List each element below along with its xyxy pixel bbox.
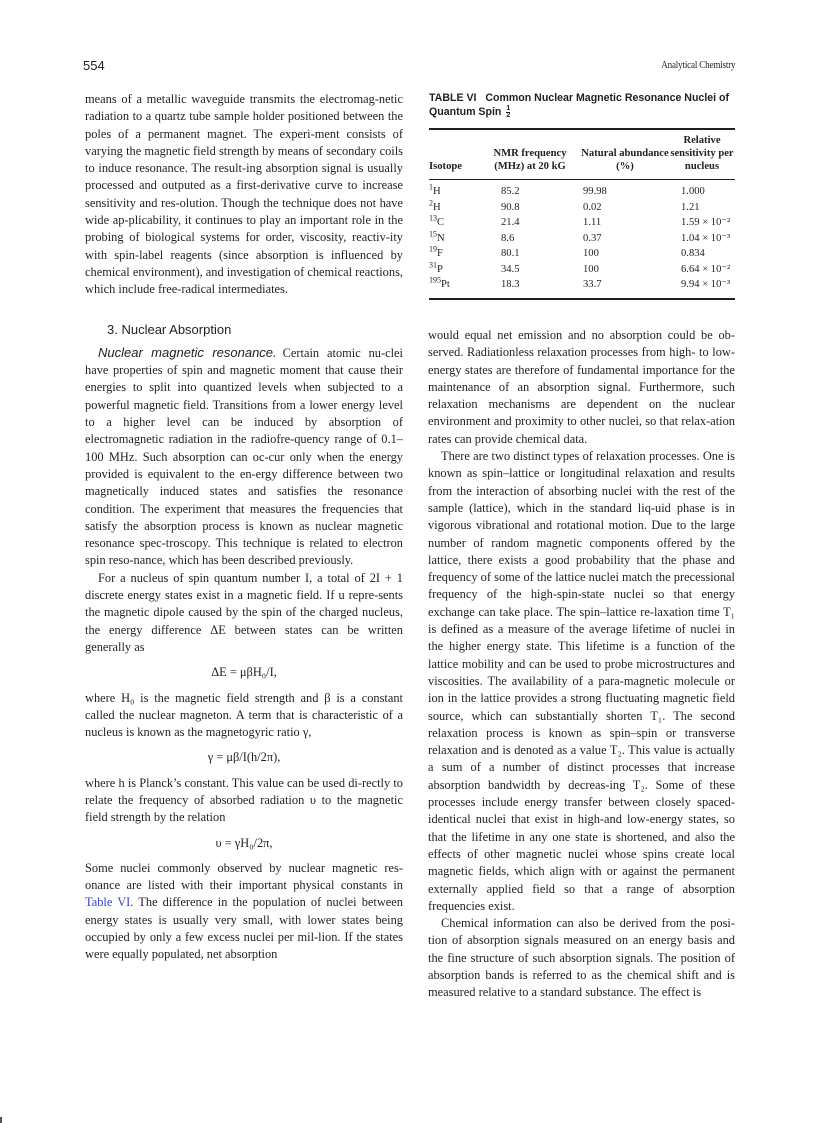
frequency-cell: 34.5 [501, 263, 520, 275]
sensitivity-cell: 1.21 [681, 201, 700, 213]
abundance-cell: 0.02 [583, 201, 602, 213]
column-header-isotope: Isotope [429, 129, 479, 180]
left-column [85, 91, 403, 964]
sensitivity-cell: 9.94 × 10⁻³ [681, 279, 731, 290]
paragraph [85, 344, 403, 570]
table-row [429, 246, 735, 262]
paragraph: where H₀ is the magnetic field strength and β is a constant called the nuclear magneton. A term that is characteristic of a nucleus is known as the magnetogyric ratio γ, [85, 690, 403, 740]
scan-edge-mark [0, 1117, 2, 1123]
table-vi-link[interactable]: Table VI [85, 895, 131, 910]
isotope-cell: $^{15}$N [429, 228, 445, 244]
frequency-cell: 18.3 [501, 279, 520, 290]
abundance-cell: 99.98 [583, 186, 607, 197]
column-header-sensitivity: Relative sensitivity per nucleus [669, 129, 735, 180]
paragraph: means of a metallic waveguide transmits the electromag-netic radiation to a quartz tube sample holder positioned between the poles of a permanent magnet. The experi-ment consists of varying the magnetic field strength by means of secondary coils to induce resonance. The result-ing absorption signal is usually processed and outputed as a first-derivative curve to increase sensitivity and res-olution. Though the technique does not have wide ap-plicability, it continues to play an important role in the probing of biological systems for order, viscosity, reactiv-ity with spin-label reagents (since absorption is influenced by chemical environment), and investigation of chemical reactions, which include free-radical intermediates. [85, 92, 403, 297]
equation-frequency: υ = γH₀/2π, [215, 835, 273, 850]
paragraph: Chemical information can also be derived from the posi-tion of absorption signals measured on an energy basis and the fine structure of such absorption signals. The position of absorption bands is referred to as the chemical shift and is measured relative to a standard substance. The effect is [428, 916, 735, 1000]
fraction-denominator: 2 [506, 111, 511, 119]
frequency-cell: 8.6 [501, 232, 515, 244]
journal-title: Analytical Chemistry [660, 59, 735, 71]
table-row [429, 277, 735, 299]
right-column [428, 327, 735, 1002]
paragraph-text: Some nuclei commonly observed by nuclear magnetic res-onance are listed with their important physical constants in [85, 860, 403, 893]
running-header [83, 58, 735, 76]
abundance-cell: 100 [583, 248, 599, 259]
paragraph: would equal net emission and no absorption could be ob-served. Radiationless relaxation processes from high- to low-energy states are therefore of fundamental importance for the maintenance of an absorption signal. Furthermore, such relaxation mechanisms are dependent on the nuclear environment and proximity to other nuclei, so that relax-ation rates can provide chemical data. [428, 328, 735, 446]
paragraph: where h is Planck’s constant. This value can be used di-rectly to relate the frequency of absorbed radiation υ to the magnetic field strength by the relation [85, 775, 403, 825]
sensitivity-cell: 1.000 [681, 186, 705, 197]
table-row [429, 180, 735, 200]
column-header-abundance: Natural abundance (%) [581, 129, 669, 180]
equation-magnetogyric-ratio: γ = μβ/I(h/2π), [207, 750, 281, 765]
table-row [429, 231, 735, 247]
frequency-cell: 21.4 [501, 217, 520, 228]
sensitivity-cell: 6.64 × 10⁻² [681, 263, 731, 275]
paragraph-text: Certain atomic nu-clei have properties of spin and magnetic moment that cause their energies to split into quantized levels when subjected to a powerful magnetic field. Transitions from a lower energy level to a higher level can be induced by absorption of electromagnetic radiation in the radiofre-quency range of 0.1–100 MHz. Such absorption can oc-cur only when the energy provided is equivalent to the en-ergy difference between two magnetically induced states and satisfies the resonance condition. The experiment that measures the frequencies that satisfy the absorption process is known as nuclear magnetic resonance spec-troscopy. This technique is related to electron spin reso-nance, which has been described previously. [85, 345, 403, 568]
frequency-cell: 90.8 [501, 201, 520, 213]
section-heading: 3. Nuclear Absorption [107, 321, 232, 337]
isotope-cell: $^1$H [429, 182, 441, 197]
table-title: Common Nuclear Magnetic Resonance Nuclei of Quantum Spin [429, 92, 730, 118]
abundance-cell: 33.7 [583, 279, 602, 290]
isotope-cell: $^2$H [429, 197, 441, 213]
table-caption [429, 91, 735, 119]
paragraph: For a nucleus of spin quantum number I, a total of 2I + 1 discrete energy states exist in a magnetic field. If u repre-sents the magnetic dipole caused by the spin of the charged nucleus, the energy difference ΔE between states can be written generally as [85, 570, 403, 654]
isotope-cell: $^{31}$P [429, 259, 443, 275]
equation-energy-difference: ΔE = μβH₀/I, [211, 665, 277, 680]
table-row [429, 215, 735, 231]
sensitivity-cell: 1.59 × 10⁻² [681, 217, 731, 228]
sensitivity-cell: 1.04 × 10⁻³ [681, 232, 731, 244]
paragraph: There are two distinct types of relaxation processes. One is known as spin–lattice or longitudinal relaxation and results from the interaction of absorbing nuclei with the rest of the sample (lattice), which in the standard liq-uid phase is in vigorous vibrational and rotational motion. Due to the large number of random magnetic components offered by the lattice, there exists a good probability that the phase and frequency of some of the lattice nuclei match the precessional frequency of the high-spin-state nuclei so that energy exchange can take place. The spin–lattice re-laxation time T₁ is defined as a measure of the average lifetime of nuclei in the higher energy state. This lifetime is a function of the lattice mobility and can be used to probe microstructures and viscosities. The availability of a para-magnetic molecule or ion in the lattice provides a strong fluctuating magnetic field source, which can substantially shorten T₁. The second relaxation process is known as spin–spin or transverse relaxation and is denoted as a value T₂. This value is actually a sum of a number of distinct processes that increase absorption bandwidth by decreas-ing T₂. Some of these processes include energy transfer between closely spaced-identical nuclei that exist in high-and low-energy states, so that the lifetime in any one state is shortened, and also the effects of other magnetic nuclei whose spins create local magnetic fields, which align with or against the permanent externally applied field so that a range of absorption frequencies exist. [428, 449, 735, 913]
table-header-row [429, 129, 735, 180]
frequency-cell: 80.1 [501, 248, 520, 259]
abundance-cell: 0.37 [583, 232, 602, 244]
isotope-cell: $^{13}$C [429, 213, 445, 228]
page-number: 554 [83, 58, 105, 73]
one-half-fraction [506, 106, 510, 119]
nmr-nuclei-table [429, 128, 735, 300]
frequency-cell: 85.2 [501, 186, 520, 197]
abundance-cell: 1.11 [583, 217, 602, 228]
abundance-cell: 100 [583, 263, 599, 275]
isotope-cell: $^{195}$Pt [429, 275, 450, 290]
isotope-cell: $^{19}$F [429, 244, 443, 259]
paragraph [85, 860, 403, 964]
paragraph-text: . The difference in the population of nuclei between energy states is usually very small, with lower states being occupied by only a few excess nuclei per mil-lion. If the states were equally populated, net absorption [85, 895, 403, 962]
column-header-frequency: NMR frequency (MHz) at 20 kG [479, 129, 581, 180]
table-vi [429, 91, 735, 300]
table-row [429, 200, 735, 216]
run-in-heading: Nuclear magnetic resonance. [98, 344, 277, 360]
table-label: TABLE VI [429, 92, 477, 104]
fraction-numerator: 1 [506, 104, 511, 112]
table-row [429, 262, 735, 278]
sensitivity-cell: 0.834 [681, 248, 705, 259]
